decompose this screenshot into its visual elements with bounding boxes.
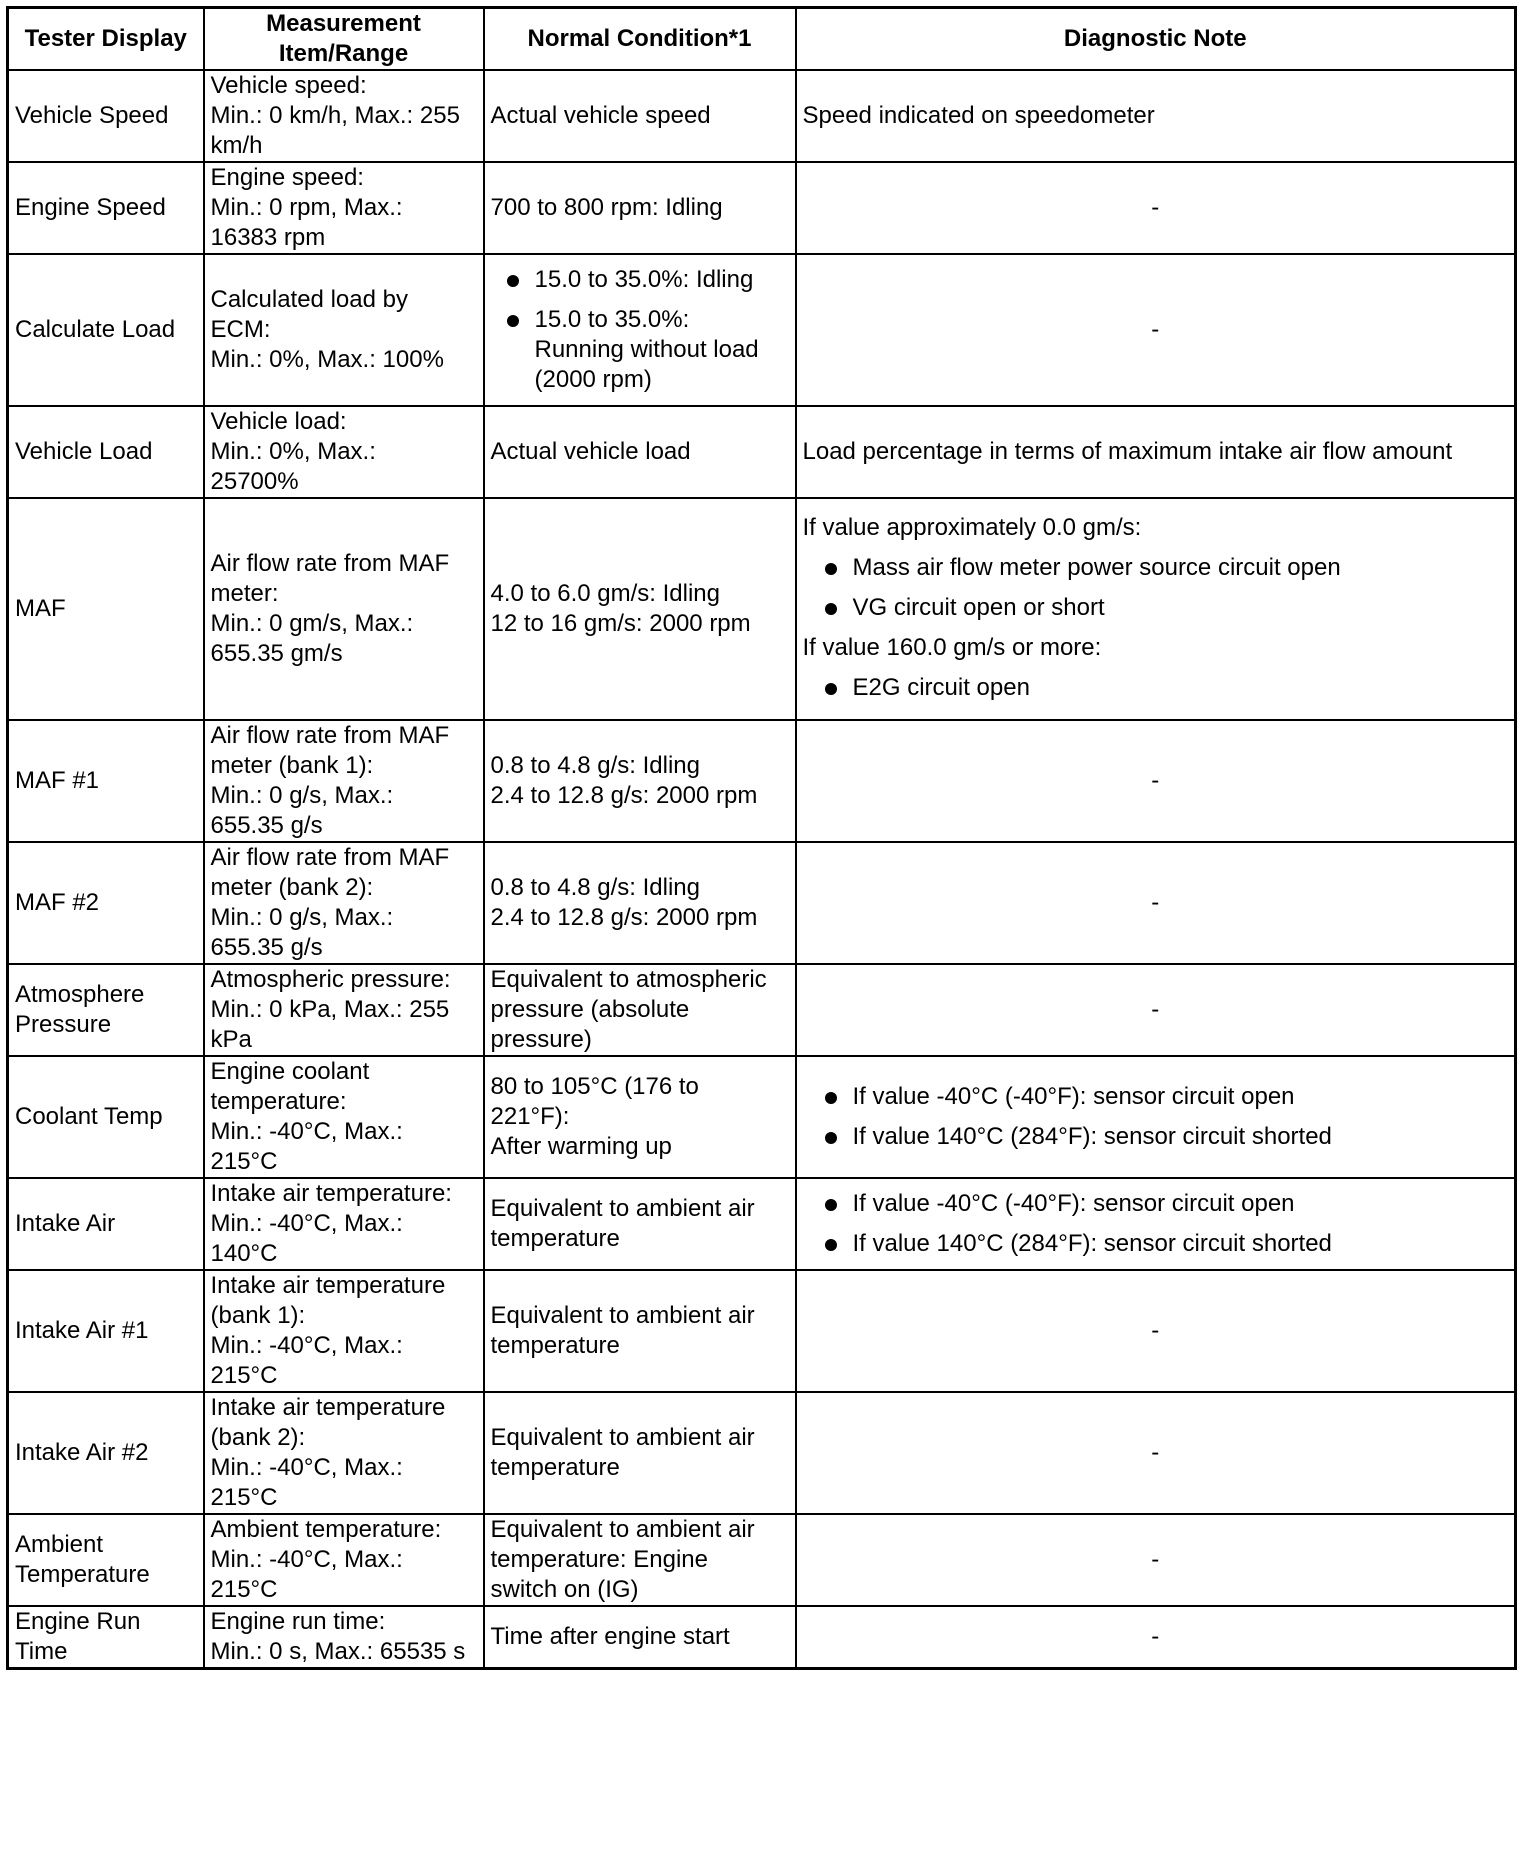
normal-text: Equivalent to ambient air temperature bbox=[490, 1195, 755, 1252]
table-row bbox=[8, 1056, 1516, 1178]
table-row bbox=[8, 1178, 1516, 1270]
normal-text: Equivalent to atmospheric pressure (absolute pressure) bbox=[490, 966, 767, 1053]
tester-display-text: Vehicle Load bbox=[15, 438, 153, 465]
bullet-item bbox=[803, 1189, 1509, 1219]
cell-measurement bbox=[204, 70, 484, 162]
normal-text: 4.0 to 6.0 gm/s: Idling 12 to 16 gm/s: 2000 rpm bbox=[490, 580, 751, 637]
cell-diagnostic-note bbox=[796, 498, 1516, 720]
cell-diagnostic-note bbox=[796, 1606, 1516, 1669]
diagnostic-intro: If value approximately 0.0 gm/s: bbox=[802, 514, 1142, 541]
diagnostic-bullet-list bbox=[803, 553, 1509, 623]
tester-display-text: Engine Speed bbox=[15, 194, 166, 221]
normal-text: 0.8 to 4.8 g/s: Idling 2.4 to 12.8 g/s: 2000 rpm bbox=[490, 752, 758, 809]
cell-normal-condition bbox=[484, 842, 796, 964]
cell-normal-condition bbox=[484, 162, 796, 254]
data-list-table-container bbox=[6, 6, 1514, 1670]
cell-measurement bbox=[204, 254, 484, 406]
diagnostic-text: - bbox=[1151, 996, 1160, 1023]
table-row bbox=[8, 406, 1516, 498]
cell-tester-display bbox=[8, 842, 204, 964]
cell-tester-display bbox=[8, 1514, 204, 1606]
measurement-text: Intake air temperature (bank 2): Min.: -40°C, Max.: 215°C bbox=[210, 1394, 446, 1511]
diagnostic-bullet-list bbox=[803, 1082, 1509, 1152]
cell-tester-display bbox=[8, 1606, 204, 1669]
diagnostic-text: - bbox=[1151, 889, 1160, 916]
normal-text: Equivalent to ambient air temperature bbox=[490, 1302, 755, 1359]
cell-diagnostic-note bbox=[796, 1514, 1516, 1606]
cell-diagnostic-note bbox=[796, 720, 1516, 842]
table-row bbox=[8, 1270, 1516, 1392]
cell-tester-display bbox=[8, 964, 204, 1056]
cell-tester-display bbox=[8, 1056, 204, 1178]
diagnostic-text: - bbox=[1151, 316, 1160, 343]
cell-tester-display bbox=[8, 498, 204, 720]
cell-measurement bbox=[204, 406, 484, 498]
cell-tester-display bbox=[8, 720, 204, 842]
diagnostic-bullet-list bbox=[803, 673, 1509, 703]
table-row bbox=[8, 1606, 1516, 1669]
diagnostic-text: - bbox=[1151, 1439, 1160, 1466]
normal-text: 80 to 105°C (176 to 221°F): After warming up bbox=[490, 1073, 699, 1160]
cell-normal-condition bbox=[484, 1056, 796, 1178]
cell-tester-display bbox=[8, 254, 204, 406]
tester-display-text: MAF #1 bbox=[15, 767, 100, 794]
tester-display-text: Coolant Temp bbox=[15, 1103, 163, 1130]
bullet-item bbox=[803, 553, 1509, 583]
normal-text: 0.8 to 4.8 g/s: Idling 2.4 to 12.8 g/s: 2000 rpm bbox=[490, 874, 758, 931]
table-row bbox=[8, 720, 1516, 842]
table-row bbox=[8, 254, 1516, 406]
cell-tester-display bbox=[8, 1178, 204, 1270]
bullet-text: 15.0 to 35.0%: Idling bbox=[534, 266, 754, 293]
cell-tester-display bbox=[8, 70, 204, 162]
bullet-text: 15.0 to 35.0%: Running without load (2000 rpm) bbox=[534, 306, 759, 393]
normal-text: 700 to 800 rpm: Idling bbox=[490, 194, 723, 221]
cell-normal-condition bbox=[484, 1270, 796, 1392]
measurement-text: Engine coolant temperature: Min.: -40°C, Max.: 215°C bbox=[210, 1058, 403, 1175]
diagnostic-text: - bbox=[1151, 767, 1160, 794]
diagnostic-text: Load percentage in terms of maximum intake air flow amount bbox=[802, 438, 1453, 465]
cell-diagnostic-note bbox=[796, 162, 1516, 254]
bullet-text: VG circuit open or short bbox=[852, 594, 1105, 621]
cell-measurement bbox=[204, 720, 484, 842]
table-row bbox=[8, 498, 1516, 720]
cell-diagnostic-note bbox=[796, 964, 1516, 1056]
measurement-text: Atmospheric pressure: Min.: 0 kPa, Max.: 255 kPa bbox=[210, 966, 451, 1053]
cell-normal-condition bbox=[484, 720, 796, 842]
table-row bbox=[8, 1514, 1516, 1606]
bullet-item bbox=[803, 1082, 1509, 1112]
bullet-item bbox=[803, 593, 1509, 623]
cell-measurement bbox=[204, 162, 484, 254]
header-diagnostic-note: Diagnostic Note bbox=[796, 8, 1516, 71]
bullet-text: If value -40°C (-40°F): sensor circuit open bbox=[852, 1190, 1295, 1217]
table-row bbox=[8, 964, 1516, 1056]
measurement-text: Calculated load by ECM: Min.: 0%, Max.: 100% bbox=[210, 286, 444, 373]
bullet-item bbox=[491, 305, 789, 395]
bullet-text: If value 140°C (284°F): sensor circuit shorted bbox=[852, 1230, 1332, 1257]
table-row bbox=[8, 842, 1516, 964]
measurement-text: Intake air temperature (bank 1): Min.: -40°C, Max.: 215°C bbox=[210, 1272, 446, 1389]
measurement-text: Vehicle load: Min.: 0%, Max.: 25700% bbox=[210, 408, 376, 495]
cell-measurement bbox=[204, 842, 484, 964]
cell-measurement bbox=[204, 964, 484, 1056]
measurement-text: Air flow rate from MAF meter: Min.: 0 gm/s, Max.: 655.35 gm/s bbox=[210, 550, 450, 667]
normal-text: Actual vehicle load bbox=[490, 438, 691, 465]
diagnostic-text: - bbox=[1151, 1623, 1160, 1650]
tester-display-text: Calculate Load bbox=[15, 316, 176, 343]
table-row bbox=[8, 1392, 1516, 1514]
cell-measurement bbox=[204, 1392, 484, 1514]
tester-display-text: Vehicle Speed bbox=[15, 102, 169, 129]
cell-diagnostic-note bbox=[796, 1392, 1516, 1514]
measurement-text: Vehicle speed: Min.: 0 km/h, Max.: 255 km/h bbox=[210, 72, 460, 159]
cell-measurement bbox=[204, 1606, 484, 1669]
cell-normal-condition bbox=[484, 1392, 796, 1514]
cell-normal-condition bbox=[484, 1514, 796, 1606]
cell-tester-display bbox=[8, 162, 204, 254]
cell-measurement bbox=[204, 1056, 484, 1178]
measurement-text: Ambient temperature: Min.: -40°C, Max.: 215°C bbox=[210, 1516, 442, 1603]
tester-display-text: Engine Run Time bbox=[15, 1608, 141, 1665]
tester-display-text: Intake Air #1 bbox=[15, 1317, 149, 1344]
cell-diagnostic-note bbox=[796, 842, 1516, 964]
tester-display-text: Atmosphere Pressure bbox=[15, 981, 145, 1038]
cell-measurement bbox=[204, 498, 484, 720]
table-row bbox=[8, 70, 1516, 162]
tester-display-text: Intake Air #2 bbox=[15, 1439, 149, 1466]
normal-text: Equivalent to ambient air temperature bbox=[490, 1424, 755, 1481]
bullet-text: Mass air flow meter power source circuit open bbox=[852, 554, 1341, 581]
diagnostic-intro: If value 160.0 gm/s or more: bbox=[802, 634, 1102, 661]
measurement-text: Engine run time: Min.: 0 s, Max.: 65535 s bbox=[210, 1608, 466, 1665]
diagnostic-text: - bbox=[1151, 1317, 1160, 1344]
bullet-item bbox=[803, 1122, 1509, 1152]
bullet-item bbox=[491, 265, 789, 295]
tester-display-text: Intake Air bbox=[15, 1210, 116, 1237]
table-row bbox=[8, 162, 1516, 254]
bullet-text: If value -40°C (-40°F): sensor circuit open bbox=[852, 1083, 1295, 1110]
cell-tester-display bbox=[8, 1392, 204, 1514]
cell-normal-condition bbox=[484, 964, 796, 1056]
diagnostic-text: - bbox=[1151, 194, 1160, 221]
cell-measurement bbox=[204, 1270, 484, 1392]
measurement-text: Intake air temperature: Min.: -40°C, Max.: 140°C bbox=[210, 1180, 452, 1267]
header-measurement-text: Measurement Item/Range bbox=[266, 10, 421, 67]
bullet-item bbox=[803, 673, 1509, 703]
measurement-text: Air flow rate from MAF meter (bank 1): Min.: 0 g/s, Max.: 655.35 g/s bbox=[210, 722, 450, 839]
bullet-item bbox=[803, 1229, 1509, 1259]
diagnostic-bullet-list bbox=[803, 1189, 1509, 1259]
cell-normal-condition bbox=[484, 1606, 796, 1669]
cell-diagnostic-note bbox=[796, 1056, 1516, 1178]
header-measurement bbox=[204, 8, 484, 71]
header-row bbox=[8, 8, 1516, 71]
normal-text: Equivalent to ambient air temperature: Engine switch on (IG) bbox=[490, 1516, 755, 1603]
cell-measurement bbox=[204, 1178, 484, 1270]
normal-text: Time after engine start bbox=[490, 1623, 730, 1650]
normal-text: Actual vehicle speed bbox=[490, 102, 711, 129]
cell-normal-condition bbox=[484, 1178, 796, 1270]
tester-display-text: MAF bbox=[15, 595, 66, 622]
data-list-table bbox=[6, 6, 1517, 1670]
cell-diagnostic-note bbox=[796, 1270, 1516, 1392]
cell-tester-display bbox=[8, 406, 204, 498]
normal-bullet-list bbox=[491, 265, 789, 395]
bullet-text: E2G circuit open bbox=[852, 674, 1030, 701]
bullet-text: If value 140°C (284°F): sensor circuit shorted bbox=[852, 1123, 1332, 1150]
cell-tester-display bbox=[8, 1270, 204, 1392]
diagnostic-text: - bbox=[1151, 1546, 1160, 1573]
diagnostic-text: Speed indicated on speedometer bbox=[802, 102, 1155, 129]
cell-diagnostic-note bbox=[796, 70, 1516, 162]
cell-diagnostic-note bbox=[796, 406, 1516, 498]
tester-display-text: Ambient Temperature bbox=[15, 1531, 150, 1588]
header-tester-display: Tester Display bbox=[8, 8, 204, 71]
cell-diagnostic-note bbox=[796, 1178, 1516, 1270]
measurement-text: Engine speed: Min.: 0 rpm, Max.: 16383 rpm bbox=[210, 164, 403, 251]
cell-measurement bbox=[204, 1514, 484, 1606]
measurement-text: Air flow rate from MAF meter (bank 2): Min.: 0 g/s, Max.: 655.35 g/s bbox=[210, 844, 450, 961]
cell-normal-condition bbox=[484, 70, 796, 162]
cell-normal-condition bbox=[484, 498, 796, 720]
tester-display-text: MAF #2 bbox=[15, 889, 100, 916]
cell-diagnostic-note bbox=[796, 254, 1516, 406]
cell-normal-condition bbox=[484, 406, 796, 498]
header-normal-condition: Normal Condition*1 bbox=[484, 8, 796, 71]
cell-normal-condition bbox=[484, 254, 796, 406]
